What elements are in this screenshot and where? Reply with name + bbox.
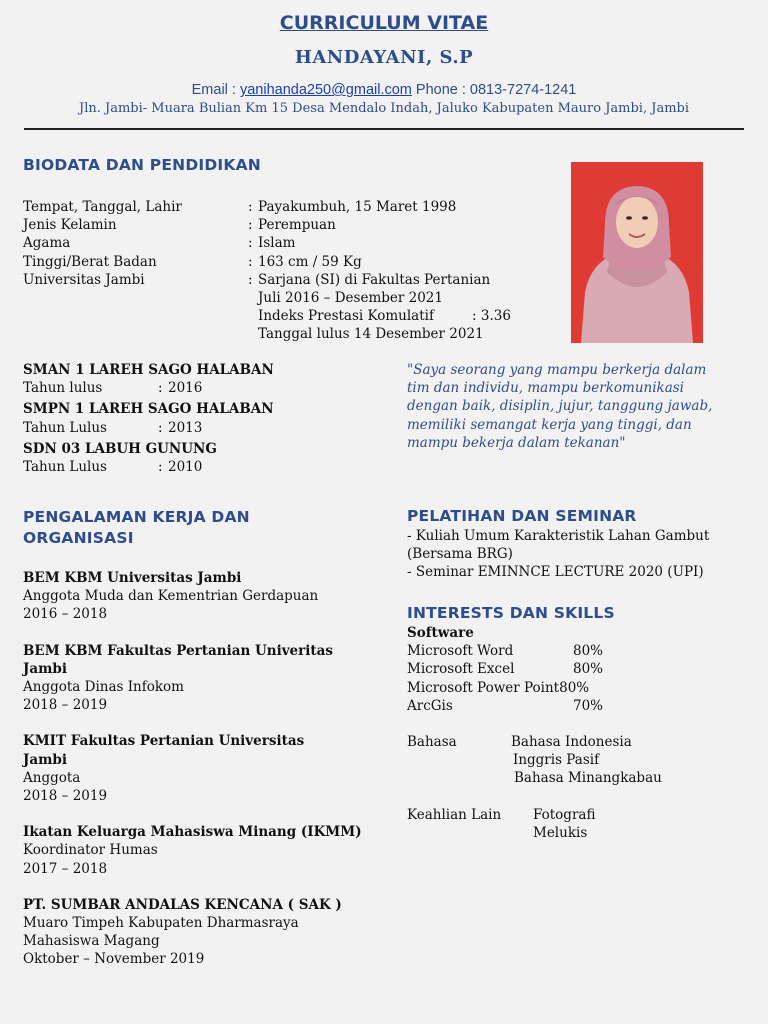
person-name: HANDAYANI, S.P [294, 47, 474, 68]
bio-value: Islam [258, 235, 296, 252]
study-period: Juli 2016 – Desember 2021 [258, 290, 443, 307]
experience-item [23, 569, 383, 624]
quote-line: mampu bekerja dalam tekanan" [407, 434, 626, 451]
software-row [407, 697, 757, 715]
ipk-label: Indeks Prestasi Komulatif [258, 308, 434, 325]
bio-row [23, 198, 511, 216]
bio-value: 163 cm / 59 Kg [258, 253, 362, 270]
ipk-sep: : [472, 308, 477, 325]
language-row [407, 733, 757, 751]
software-row [407, 679, 757, 697]
bio-key: Universitas Jambi [23, 271, 145, 288]
quote-line: "Saya seorang yang mampu berkerja dalam [407, 362, 707, 378]
email-label: Email : [191, 82, 240, 98]
software-label: Software [407, 625, 474, 641]
software-name: Microsoft Power Point [407, 679, 560, 696]
school-name: SDN 03 LABUH GUNUNG [23, 440, 217, 457]
training-item: - Kuliah Umum Karakteristik Lahan Gambut [407, 528, 710, 544]
software-row [407, 642, 757, 660]
language-row [407, 769, 757, 787]
biodata-table [23, 198, 511, 344]
personal-statement [407, 361, 747, 452]
school-year-label: Tahun Lulus [23, 419, 107, 436]
email-link[interactable]: yanihanda250@gmail.com [239, 82, 412, 98]
experience-detail: Anggota Muda dan Kementrian Gerdapuan [23, 588, 319, 605]
bio-sep: : [248, 253, 253, 270]
training-heading: PELATIHAN DAN SEMINAR [407, 507, 637, 525]
bio-row [23, 253, 511, 271]
language-item: Bahasa Indonesia [511, 734, 632, 751]
phone-label: Phone : [411, 82, 470, 98]
experience-detail: Mahasiswa Magang [23, 933, 160, 950]
bio-row [23, 289, 511, 307]
ipk-value: 3.36 [480, 308, 511, 325]
experience-detail: 2017 – 2018 [23, 860, 108, 877]
experience-heading [23, 507, 250, 549]
school-year: 2010 [168, 459, 203, 476]
other-skill: Melukis [533, 824, 588, 841]
quote-line: memiliki semangat kerja yang tinggi, dan [407, 416, 692, 433]
experience-org: Ikatan Keluarga Mahasiswa Minang (IKMM) [23, 824, 362, 841]
experience-detail: 2018 – 2019 [23, 697, 108, 714]
experience-detail: Anggota [23, 769, 81, 786]
bio-sep: : [248, 217, 253, 234]
skills-list [407, 624, 757, 842]
quote-line: dengan baik, disiplin, jujur, tanggung jawab, [407, 398, 713, 415]
software-name: Microsoft Word [407, 643, 514, 660]
bio-sep: : [248, 199, 253, 215]
software-name: Microsoft Excel [407, 661, 515, 678]
person-portrait-icon [571, 162, 703, 343]
training-item: (Bersama BRG) [407, 546, 513, 563]
experience-item [23, 732, 383, 805]
language-row [407, 751, 757, 769]
phone-number: 0813-7274-1241 [469, 82, 577, 98]
training-item: - Seminar EMINNCE LECTURE 2020 (UPI) [407, 564, 704, 581]
school-year-sep: : [158, 419, 163, 436]
software-percent: 80% [573, 661, 604, 678]
bio-value: Perempuan [258, 217, 336, 234]
school-year-row [23, 458, 383, 476]
quote-line: tim dan individu, mampu berkomunikasi [407, 380, 685, 397]
experience-detail: Oktober – November 2019 [23, 951, 205, 968]
experience-org: Jambi [23, 751, 67, 768]
address: Jln. Jambi- Muara Bulian Km 15 Desa Mendalo Indah, Jaluko Kabupaten Mauro Jambi, Jambi [78, 101, 690, 116]
experience-org: BEM KBM Fakultas Pertanian Univeritas [23, 642, 333, 659]
other-skills-label: Keahlian Lain [407, 806, 502, 823]
experience-detail: 2018 – 2019 [23, 788, 108, 805]
bio-key: Agama [23, 235, 71, 252]
experience-item [23, 642, 383, 715]
experience-org: BEM KBM Universitas Jambi [23, 570, 242, 586]
school-year-sep: : [158, 459, 163, 476]
training-list [407, 527, 757, 582]
header-divider [24, 128, 744, 130]
cv-title: CURRICULUM VITAE [279, 12, 489, 34]
profile-photo [571, 162, 703, 343]
bio-row [23, 325, 511, 343]
bio-key: Jenis Kelamin [23, 217, 117, 234]
school-year: 2013 [168, 419, 203, 436]
experience-item [23, 896, 383, 969]
language-item: Bahasa Minangkabau [514, 770, 662, 787]
school-year-sep: : [158, 380, 163, 397]
experience-item [23, 823, 383, 878]
bio-row [23, 234, 511, 252]
bio-row [23, 271, 511, 289]
experience-detail: Muaro Timpeh Kabupaten Dharmasraya [23, 915, 299, 932]
bio-value: Payakumbuh, 15 Maret 1998 [258, 199, 457, 215]
software-percent: 80% [573, 643, 604, 660]
graduation-date: Tanggal lulus 14 Desember 2021 [258, 326, 484, 343]
language-label: Bahasa [407, 734, 457, 751]
experience-org: PT. SUMBAR ANDALAS KENCANA ( SAK ) [23, 896, 342, 913]
software-row [407, 660, 757, 678]
experience-heading-line: PENGALAMAN KERJA DAN [23, 508, 250, 526]
bio-sep: : [248, 271, 253, 288]
contact-line [0, 82, 768, 98]
school-year-label: Tahun Lulus [23, 459, 107, 476]
bio-key: Tempat, Tanggal, Lahir [23, 199, 182, 215]
school-name: SMPN 1 LAREH SAGO HALABAN [23, 401, 274, 418]
software-percent: 80% [559, 679, 590, 696]
experience-detail: Anggota Dinas Infokom [23, 679, 184, 696]
bio-row [23, 216, 511, 234]
software-percent: 70% [573, 697, 604, 714]
school-name: SMAN 1 LAREH SAGO HALABAN [23, 362, 274, 378]
schools-list [23, 361, 383, 476]
other-skills-row [407, 806, 757, 824]
experience-list [23, 569, 383, 969]
school-year: 2016 [168, 380, 203, 397]
language-item: Inggris Pasif [513, 752, 600, 769]
bio-sep: : [248, 235, 253, 252]
bio-value: Sarjana (SI) di Fakultas Pertanian [258, 271, 491, 288]
experience-detail: Koordinator Humas [23, 842, 158, 859]
experience-org: KMIT Fakultas Pertanian Universitas [23, 733, 305, 750]
skills-heading: INTERESTS DAN SKILLS [407, 604, 615, 622]
bio-key: Tinggi/Berat Badan [23, 253, 157, 270]
other-skills-row [407, 824, 757, 842]
experience-org: Jambi [23, 660, 67, 677]
other-skill: Fotografi [533, 806, 596, 823]
experience-detail: 2016 – 2018 [23, 606, 108, 623]
experience-heading-line: ORGANISASI [23, 529, 134, 547]
biodata-heading: BIODATA DAN PENDIDIKAN [23, 156, 261, 174]
bio-row [23, 307, 511, 325]
ipk-line [258, 307, 511, 325]
school-year-row [23, 379, 383, 397]
school-year-label: Tahun lulus [23, 380, 103, 397]
software-name: ArcGis [407, 697, 453, 714]
school-year-row [23, 419, 383, 437]
